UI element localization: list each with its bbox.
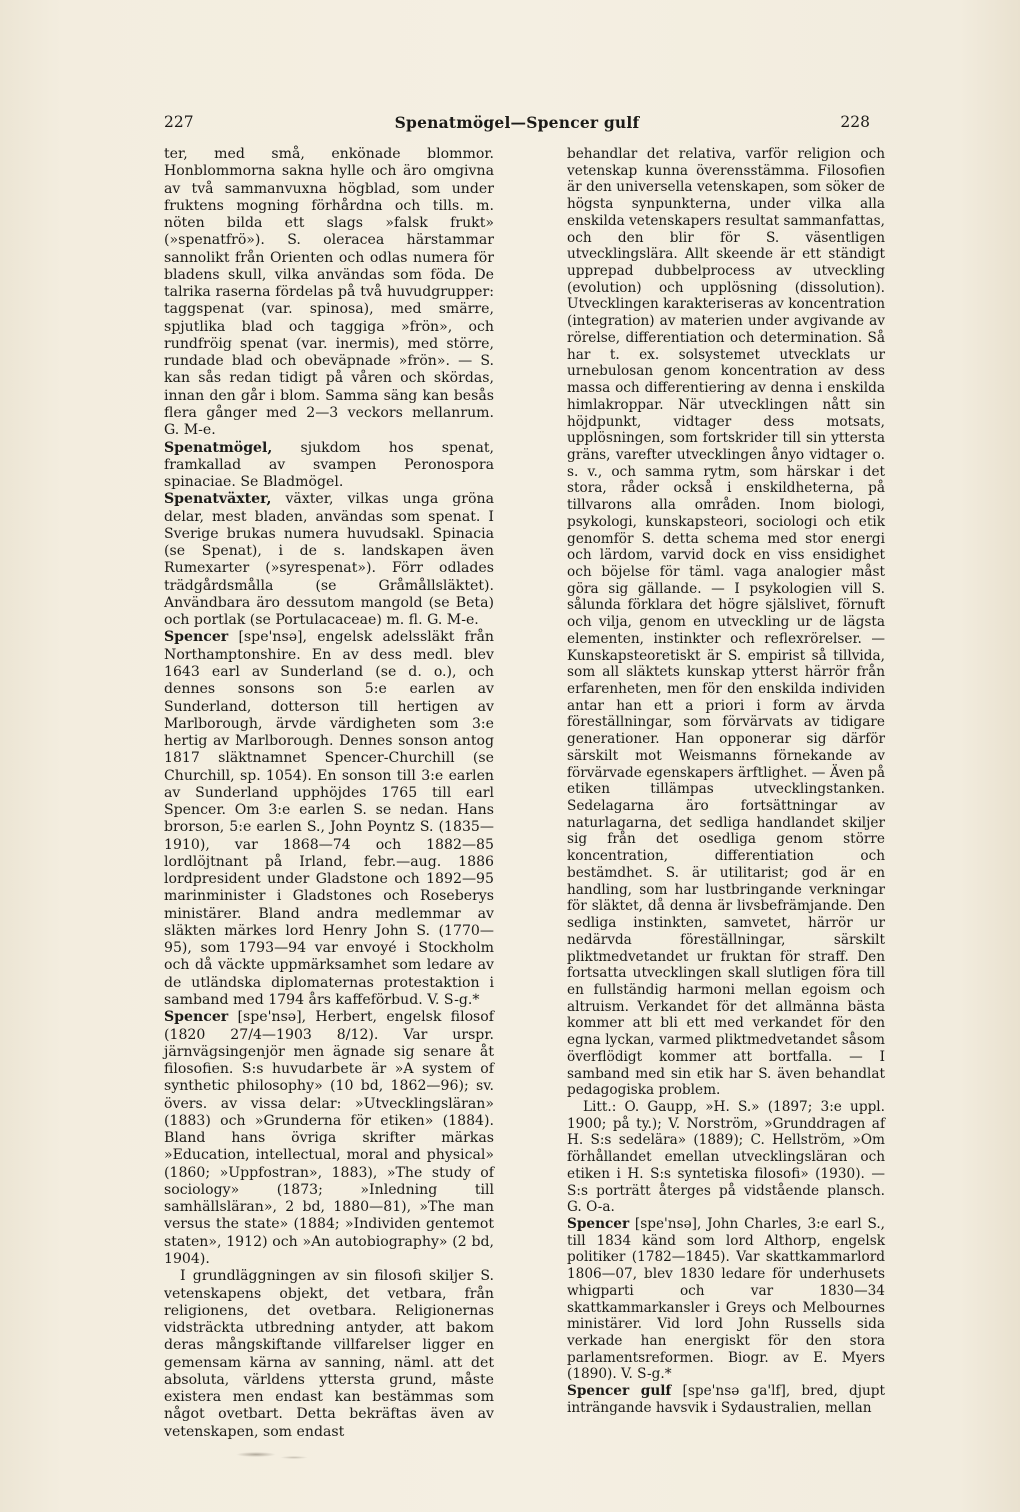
entry-headword: Spencer gulf bbox=[567, 1383, 672, 1400]
page-number-right: 228 bbox=[840, 113, 870, 131]
entry-text: växter, vilkas unga gröna delar, mest bladen, användas som spenat. I Sverige brukas numera huvudsakl. Spinacia (se Spenat), i de s. landskapen även Rumexarter (»syrespenat»). Förr odlades trädgårdsmålla (se Gråmållsläktet). Användbara äro dessutom mangold (se Beta) och portlak (se Portulacaceae) m. fl. bbox=[164, 491, 494, 629]
entry-headword: Spencer bbox=[567, 1216, 630, 1232]
entry-continuation-spenat bbox=[164, 146, 494, 440]
entry-text: [spe'nsə], Herbert, engelsk filosof (1820 27/4—1903 8/12). Var urspr. järnvägsingenjör men ägnade sig senare åt filosofien. S:s huvudarbete är »A system of synthetic philosophy» (10 bd, 1862—96); sv. övers. av vissa delar: »Utvecklingsläran» (1883) och »Grunderna för etiken» (1884). Bland hans övriga skrifter märkas »Education, intellectual, moral and physical» (1860; »Uppfostran», 1883), »The study of sociology» (1873; »Inledning till samhällsläran», 2 bd, 1880—81), »The man versus the state» (1884; »Individen gentemot staten», 1912) och »An autobiography» (2 bd, 1904). bbox=[164, 1009, 494, 1267]
right-column bbox=[567, 146, 885, 1417]
author-signature: G. M-e. bbox=[164, 422, 216, 439]
author-signature: G. M-e. bbox=[427, 612, 479, 629]
entry-text: ter, med små, enkönade blommor. Honblommorna sakna hylle och äro omgivna av två sammanvuxna högblad, som under fruktens mogning förhårdna och tills. m. nöten bilda ett slags »falsk frukt» (»spenatfrö»). S. oleracea härstammar sannolikt från Orienten och odlas numera för bladens skull, vilka användas som föda. De talrika raserna fördelas på två huvudgrupper: taggspenat (var. spinosa), med smärre, spjutlika blad och taggiga »frön», och rundfröig spenat (var. inermis), med större, rundade blad och obeväpnade »frön». — S. kan sås redan tidigt på våren och skördas, innan den går i blom. Samma säng kan besås flera gånger med 2—3 veckors mellanrum. bbox=[164, 146, 494, 421]
paragraph-philosophy: I grundläggningen av sin filosofi skiljer S. vetenskapens objekt, det vetbara, från religionens, det ovetbara. Religionernas vidsträckta utbredning antyder, att bakom deras mångskiftande villfarelser ligger en gemensam kärna av sanning, näml. att det absoluta, världens yttersta grund, måste existera men endast kan bestämmas som något ovetbart. Detta bekräftas även av vetenskapen, som endast bbox=[164, 1268, 494, 1440]
author-signature: V. S-g.* bbox=[621, 1366, 672, 1383]
entry-text: [spe'nsə], John Charles, 3:e earl S., till 1834 känd som lord Althorp, engelsk politiker (1782—1845). Var skattkammarlord 1806—07, blev 1830 ledare för underhusets whigparti och var 1830—34 skattkammarkansler i Greys och Melbournes ministärer. Vid lord John Russells sida verkade han energiskt för den stora parlamentsreformen. Biogr. av E. Myers (1890). bbox=[567, 1216, 885, 1383]
entry-text: sjukdom hos spenat, framkallad av svampen Peronospora spinaciae. Se Bladmögel. bbox=[164, 439, 494, 491]
entry-john-charles-spencer bbox=[567, 1216, 885, 1383]
entry-text: [spe'nsə], engelsk adelssläkt från Northamptonshire. En av dess medl. blev 1643 earl av Sunderland (se d. o.), och dennes sonsons son 5:e earlen av Sunderland, dotterson till hertigen av Marlborough, ärvde värdigheten som 3:e hertig av Marlborough. Dennes sonson antog 1817 släktnamnet Spencer-Churchill (se Churchill, sp. 1054). En sonson till 3:e earlen av Sunderland upphöjdes 1765 till earl Spencer. Om 3:e earlen S. se nedan. Hans brorson, 5:e earlen S., John Poyntz S. (1835—1910), var 1868—74 och 1882—85 lordlöjtnant på Irland, febr.—aug. 1886 lordpresident under Gladstone och 1892—95 marinminister i Gladstones och Roseberys ministärer. Bland andra medlemmar av släkten märkes lord Henry John S. (1770—95), som 1793—94 var envoyé i Stockholm och då väckte uppmärksamhet som ledare av de utländska diplomaternas protestaktion i samband med 1794 års kaffeförbud. bbox=[164, 629, 494, 1009]
entry-spenatmogel bbox=[164, 440, 494, 492]
author-signature: G. O-a. bbox=[567, 1199, 615, 1216]
paragraph-philosophy-continued: behandlar det relativa, varför religion och vetenskap kunna överensstämma. Filosofien är den universella vetenskapen, som söker de högsta synpunkterna, under vilka alla enskilda vetenskapers resultat sammanfattas, och den blir för S. väsentligen utvecklingslära. Allt skeende är ett ständigt upprepad dubbelprocess av utveckling (evolution) och upplösning (dissolution). Utvecklingen karakteriseras av koncentration (integration) av materien under avgivande av rörelse, differentiation och determination. Så har t. ex. solsystemet utvecklats ur urnebulosan genom koncentration av dess massa och differentiering av denna i enskilda himlakroppar. När utvecklingen nått sin höjdpunkt, vidtager dess motsats, upplösningen, som fortskrider till sin yttersta gräns, varefter utvecklingen ånyo vidtager o. s. v., och samma rytm, som härskar i det stora, råder också i enskildheterna, på tillvarons alla områden. Inom biologi, psykologi, kunskapsteori, sociologi och etik genomför S. detta schema med stor energi och lärdom, varvid dock en viss ensidighet och böjelse för täml. vaga analogier måst göra sig gällande. — I psykologien vill S. sålunda förklara det högre själslivet, förnuft och vilja, genom en utveckling ur de lägsta elementen, instinkter och reflexrörelser. — Kunskapsteoretiskt är S. empirist så tillvida, som all släktets kunskap ytterst härrör från erfarenheten, men för den enskilda individen antar han ett a priori i form av ärvda föreställningar, som förvärvats av tidigare generationer. Han opponerar sig därför särskilt mot Weismanns förnekande av förvärvade egenskapers ärftlighet. — Även på etiken tillämpas utvecklingstanken. Sedelagarna äro fortsättningar av naturlagarna, det sedliga handlandet skiljer sig från det osedliga genom större koncentration, differentiation och bestämdhet. S. är utilitarist; god är en handling, som har lustbringande verkningar för släktet, då denna är livsbefrämjande. Den sedliga instinkten, samvetet, härrör ur nedärvda föreställningar, särskilt pliktmedvetandet ur fruktan för straff. Den fortsatta utvecklingen skall slutligen föra till en fullständig harmoni mellan egoism och altruism. Verkandet för det allmänna bästa kommer att bli ett med verkandet för den egna lyckan, varmed pliktmedvetandet såsom överflödigt kommer att bortfalla. — I samband med sin etik har S. även behandlat pedagogiska problem. bbox=[567, 146, 885, 1099]
paper-stain bbox=[280, 1456, 308, 1459]
page-number-left: 227 bbox=[164, 113, 194, 131]
entry-herbert-spencer bbox=[164, 1009, 494, 1268]
literature-text: Litt.: O. Gaupp, »H. S.» (1897; 3:e uppl. 1900; på ty.); V. Norström, »Grunddragen af H. S:s sedelära» (1889); C. Hellström, »Om förhållandet emellan utvecklingsläran och etiken i H. S:s syntetiska filosofi» (1930). — S:s porträtt återges på vidstående plansch. bbox=[567, 1098, 885, 1199]
page-header bbox=[164, 113, 870, 135]
entry-spencer-family bbox=[164, 629, 494, 1009]
running-title: Spenatmögel—Spencer gulf bbox=[394, 113, 640, 132]
entry-headword: Spenatväxter, bbox=[164, 491, 272, 508]
entry-headword: Spencer bbox=[164, 629, 229, 646]
author-signature: V. S-g.* bbox=[427, 992, 480, 1009]
entry-headword: Spencer bbox=[164, 1009, 229, 1026]
left-column bbox=[164, 146, 494, 1441]
literature-references bbox=[567, 1099, 885, 1216]
entry-spencer-gulf bbox=[567, 1383, 885, 1416]
entry-text: [spe'nsə ga'lf], bred, djupt inträngande havsvik i Sydaustralien, mellan bbox=[567, 1383, 885, 1416]
paper-stain bbox=[236, 1452, 276, 1457]
entry-spenatvaxter bbox=[164, 491, 494, 629]
entry-headword: Spenatmögel, bbox=[164, 439, 273, 456]
